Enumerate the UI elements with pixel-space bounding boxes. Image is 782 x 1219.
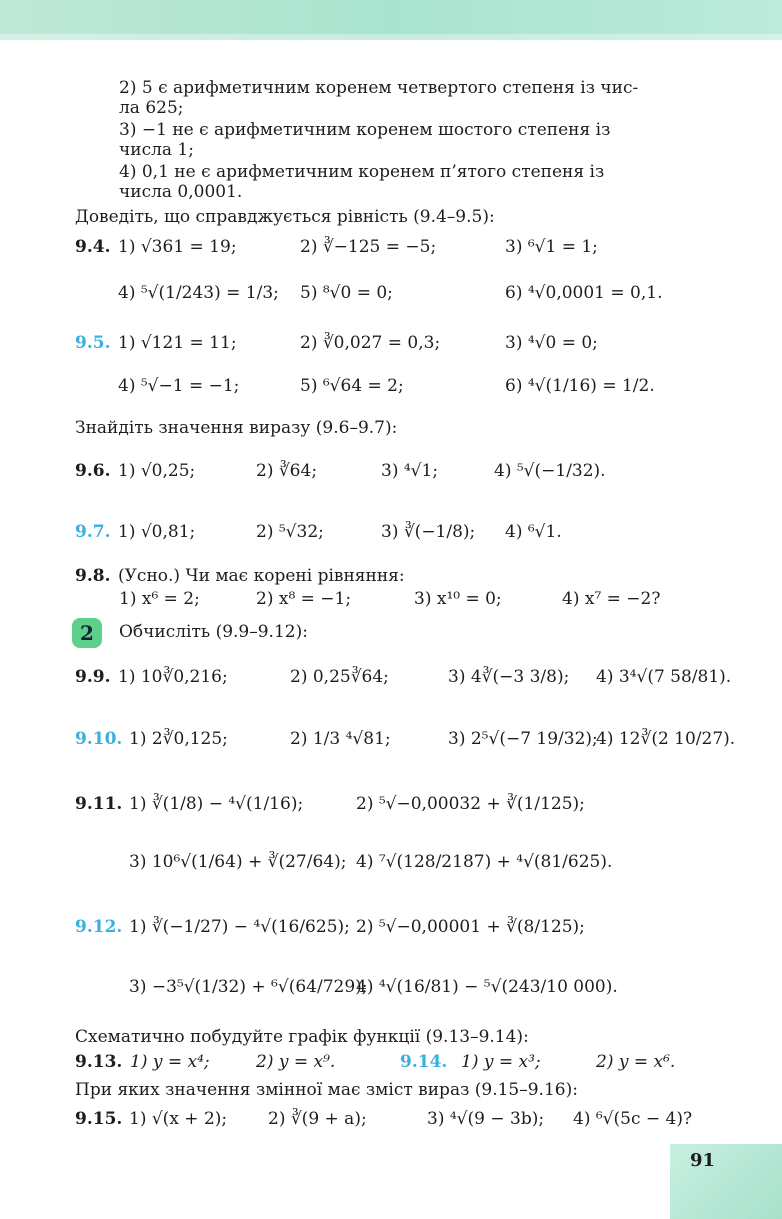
section-heading-graph: Схематично побудуйте графік функції (9.13–9.14):: [75, 1027, 529, 1047]
ex-9-6-item-4: 4) ⁵√(−1/32).: [494, 461, 606, 481]
ex-9-7-item-2: 2) ⁵√32;: [256, 522, 324, 542]
section-heading-prove: Доведіть, що справджується рівність (9.4–9.5):: [75, 207, 495, 227]
ex-9-9-item-3: 3) 4∛(−3 3/8);: [448, 667, 570, 687]
exercise-number-9-9: 9.9.: [75, 667, 111, 687]
ex-9-8-lead: (Усно.) Чи має корені рівняння:: [118, 566, 405, 586]
ex-9-15-item-3: 3) ⁴√(9 − 3b);: [427, 1109, 545, 1129]
page-corner-tab: [670, 1144, 782, 1219]
exercise-number-9-11: 9.11.: [75, 794, 123, 814]
ex-9-9-item-2: 2) 0,25∛64;: [290, 667, 389, 687]
ex-9-6-item-3: 3) ⁴√1;: [381, 461, 439, 481]
ex-9-10-item-1: 1) 2∛0,125;: [129, 729, 228, 749]
ex-9-14-item-1: 1) y = x³;: [461, 1052, 541, 1072]
ex-9-10-item-3: 3) 2⁵√(−7 19/32);: [448, 729, 598, 749]
ex-9-8-item-3: 3) x¹⁰ = 0;: [414, 589, 502, 609]
exercise-number-9-13: 9.13.: [75, 1052, 123, 1072]
ex-9-4-item-4: 4) ⁵√(1/243) = 1/3;: [118, 283, 279, 303]
section-heading-evaluate: Знайдіть значення виразу (9.6–9.7):: [75, 418, 398, 438]
ex-9-13-item-2: 2) y = x⁹.: [256, 1052, 336, 1072]
ex-9-8-item-4: 4) x⁷ = −2?: [562, 589, 661, 609]
exercise-number-9-5: 9.5.: [75, 333, 111, 353]
section-heading-compute: Обчисліть (9.9–9.12):: [119, 622, 308, 642]
ex-9-6-item-2: 2) ∛64;: [256, 461, 318, 481]
ex-9-6-item-1: 1) √0,25;: [118, 461, 196, 481]
ex-9-15-item-1: 1) √(x + 2);: [129, 1109, 228, 1129]
ex-9-5-item-6: 6) ⁴√(1/16) = 1/2.: [505, 376, 655, 396]
ex-9-4-item-5: 5) ⁸√0 = 0;: [300, 283, 393, 303]
ex-9-10-item-2: 2) 1/3 ⁴√81;: [290, 729, 391, 749]
ex-9-11-item-1: 1) ∛(1/8) − ⁴√(1/16);: [129, 794, 304, 814]
intro-line-1: 2) 5 є арифметичним коренем четвертого степеня із чис-: [119, 78, 639, 98]
ex-9-12-item-2: 2) ⁵√−0,00001 + ∛(8/125);: [356, 917, 585, 937]
exercise-number-9-6: 9.6.: [75, 461, 111, 481]
intro-line-6: числа 0,0001.: [119, 182, 243, 202]
page-number: 91: [690, 1150, 716, 1171]
intro-line-5: 4) 0,1 не є арифметичним коренем п’ятого степеня із: [119, 162, 605, 182]
ex-9-4-item-1: 1) √361 = 19;: [118, 237, 237, 257]
ex-9-5-item-3: 3) ⁴√0 = 0;: [505, 333, 598, 353]
intro-line-3: 3) −1 не є арифметичним коренем шостого степеня із: [119, 120, 611, 140]
intro-line-2: ла 625;: [119, 98, 184, 118]
ex-9-5-item-1: 1) √121 = 11;: [118, 333, 237, 353]
ex-9-8-item-2: 2) x⁸ = −1;: [256, 589, 352, 609]
ex-9-11-item-2: 2) ⁵√−0,00032 + ∛(1/125);: [356, 794, 585, 814]
ex-9-11-item-3: 3) 10⁶√(1/64) + ∛(27/64);: [129, 852, 347, 872]
ex-9-15-item-4: 4) ⁶√(5c − 4)?: [573, 1109, 693, 1129]
top-decoration-band: [0, 0, 782, 40]
exercise-number-9-14: 9.14.: [400, 1052, 448, 1072]
ex-9-14-item-2: 2) y = x⁶.: [596, 1052, 676, 1072]
ex-9-4-item-2: 2) ∛−125 = −5;: [300, 237, 437, 257]
exercise-number-9-15: 9.15.: [75, 1109, 123, 1129]
ex-9-4-item-3: 3) ⁶√1 = 1;: [505, 237, 598, 257]
ex-9-9-item-4: 4) 3⁴√(7 58/81).: [596, 667, 732, 687]
exercise-number-9-12: 9.12.: [75, 917, 123, 937]
ex-9-15-item-2: 2) ∛(9 + a);: [268, 1109, 367, 1129]
intro-line-4: числа 1;: [119, 140, 194, 160]
exercise-number-9-8: 9.8.: [75, 566, 111, 586]
ex-9-7-item-4: 4) ⁶√1.: [505, 522, 562, 542]
ex-9-12-item-1: 1) ∛(−1/27) − ⁴√(16/625);: [129, 917, 350, 937]
ex-9-8-item-1: 1) x⁶ = 2;: [119, 589, 200, 609]
ex-9-12-item-4: 4) ⁴√(16/81) − ⁵√(243/10 000).: [356, 977, 618, 997]
ex-9-10-item-4: 4) 12∛(2 10/27).: [596, 729, 736, 749]
exercise-number-9-10: 9.10.: [75, 729, 123, 749]
exercise-number-9-4: 9.4.: [75, 237, 111, 257]
exercise-number-9-7: 9.7.: [75, 522, 111, 542]
ex-9-5-item-2: 2) ∛0,027 = 0,3;: [300, 333, 441, 353]
ex-9-5-item-5: 5) ⁶√64 = 2;: [300, 376, 404, 396]
ex-9-7-item-3: 3) ∛(−1/8);: [381, 522, 476, 542]
ex-9-11-item-4: 4) ⁷√(128/2187) + ⁴√(81/625).: [356, 852, 613, 872]
section-heading-domain: При яких значення змінної має зміст вираз (9.15–9.16):: [75, 1080, 578, 1100]
ex-9-5-item-4: 4) ⁵√−1 = −1;: [118, 376, 240, 396]
level-badge: 2: [72, 618, 102, 648]
ex-9-4-item-6: 6) ⁴√0,0001 = 0,1.: [505, 283, 663, 303]
ex-9-12-item-3: 3) −3⁵√(1/32) + ⁶√(64/729);: [129, 977, 368, 997]
ex-9-7-item-1: 1) √0,81;: [118, 522, 196, 542]
ex-9-13-item-1: 1) y = x⁴;: [130, 1052, 210, 1072]
ex-9-9-item-1: 1) 10∛0,216;: [118, 667, 228, 687]
